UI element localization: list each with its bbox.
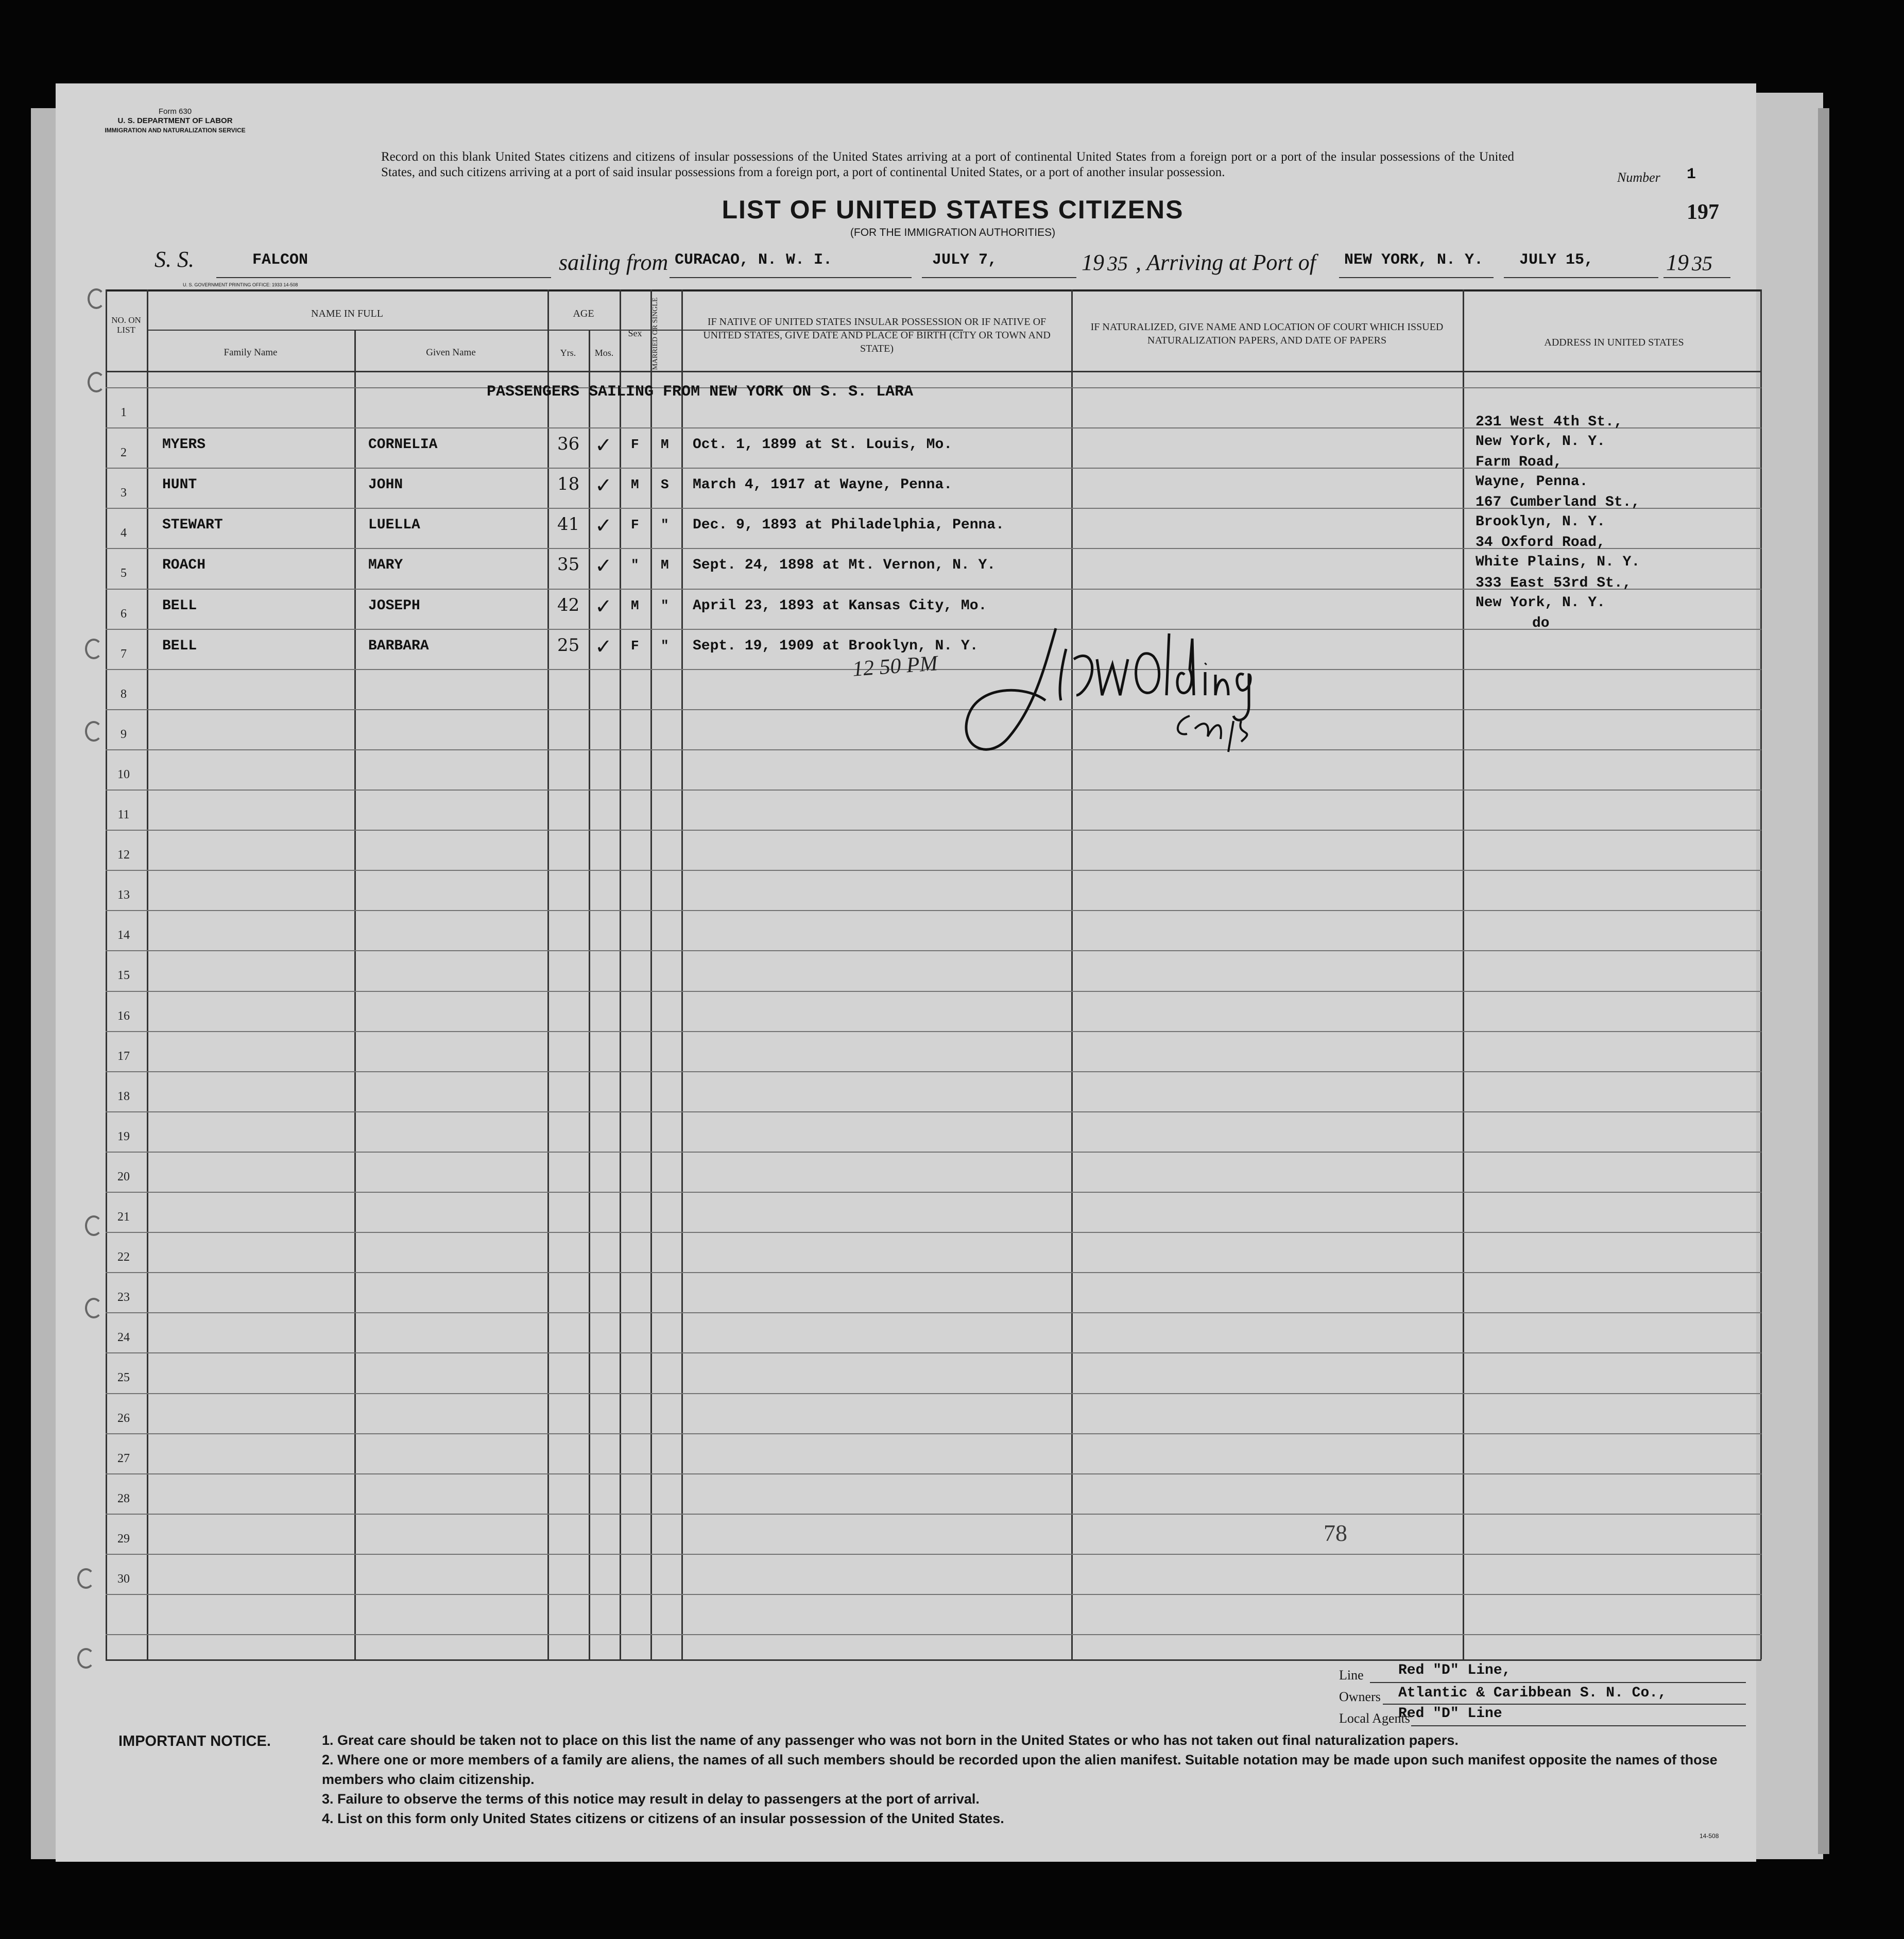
notice-list [273, 1730, 1756, 1828]
sex-cell: F [631, 638, 639, 654]
given-name-cell: JOSEPH [368, 598, 420, 614]
row-number: 14 [117, 929, 130, 942]
number-label: Number [1617, 170, 1660, 185]
ruled-line [106, 387, 1761, 388]
notice-heading: IMPORTANT NOTICE. [118, 1733, 271, 1749]
under-sheet-left [31, 108, 57, 1859]
row-number: 29 [117, 1532, 130, 1546]
row-number: 20 [117, 1170, 130, 1183]
given-name-cell: MARY [368, 557, 403, 573]
ruled-line [106, 1071, 1761, 1072]
family-name-cell: MYERS [162, 437, 206, 453]
row-number: 23 [117, 1291, 130, 1304]
departure-port: CURACAO, N. W. I. [675, 251, 833, 269]
age-years-cell: 42 [557, 595, 580, 615]
address-line: White Plains, N. Y. [1476, 554, 1640, 570]
row-number: 24 [117, 1331, 130, 1344]
row-number: 5 [121, 567, 127, 580]
ship-name: FALCON [252, 251, 308, 269]
row-number: 26 [117, 1412, 130, 1425]
sex-cell: F [631, 437, 639, 452]
notice-item-2: 2. Where one or more members of a family are aliens, the names of all such members should be recorded upon the alien manifest. Suitable notation may be made upon such manifest opposite the names of those members who claim citizenship. [322, 1752, 1718, 1787]
signature [948, 618, 1308, 762]
marital-status-cell: M [661, 437, 669, 452]
col-sex: Sex [628, 328, 642, 338]
age-years-cell: 36 [557, 434, 580, 454]
birth-cell: Sept. 19, 1909 at Brooklyn, N. Y. [693, 638, 979, 654]
row-number: 25 [117, 1371, 130, 1384]
birth-cell: March 4, 1917 at Wayne, Penna. [693, 477, 953, 493]
page-subtitle: (FOR THE IMMIGRATION AUTHORITIES) [850, 227, 1056, 238]
row-number: 17 [117, 1050, 130, 1063]
row-number: 1 [121, 406, 127, 419]
notice-item-4: 4. List on this form only United States citizens or citizens of an insular possession of the United States. [322, 1811, 1004, 1826]
row-number: 18 [117, 1090, 130, 1103]
given-name-cell: BARBARA [368, 638, 429, 654]
row-number: 12 [117, 848, 130, 862]
family-name-cell: STEWART [162, 517, 223, 533]
stamp-number: 78 [1324, 1520, 1347, 1546]
marital-status-cell: S [661, 477, 669, 492]
col-married-or-single: MARRIED OR SINGLE [651, 297, 659, 370]
arrival-port: NEW YORK, N. Y. [1344, 251, 1484, 269]
address-line: 333 East 53rd St., [1476, 575, 1632, 591]
form-identifier [98, 107, 252, 135]
age-years-cell: 35 [557, 554, 580, 575]
family-name-cell: HUNT [162, 477, 197, 493]
ruled-line [106, 709, 1761, 710]
row-number: 30 [117, 1572, 130, 1586]
arrival-year-suffix: 35 [1692, 252, 1712, 275]
row-number: 11 [117, 808, 130, 821]
col-name-in-full: NAME IN FULL [311, 308, 383, 319]
col-mos: Mos. [594, 348, 614, 358]
form-code: 14-508 [1700, 1832, 1719, 1840]
ruled-line [106, 1514, 1761, 1515]
age-months-cell: ✓ [595, 434, 612, 457]
row-number: 16 [117, 1009, 130, 1023]
family-name-cell: ROACH [162, 557, 206, 573]
binder-hole [85, 721, 102, 742]
age-years-cell: 25 [557, 635, 580, 656]
address-line: Wayne, Penna. [1476, 474, 1588, 490]
age-months-cell: ✓ [595, 595, 612, 619]
arriving-label: , Arriving at Port of [1136, 250, 1316, 275]
sex-cell: F [631, 517, 639, 533]
ruled-line [106, 1152, 1761, 1153]
departure-year-prefix: 19 [1082, 250, 1104, 275]
ss-label: S. S. [155, 247, 194, 272]
ruled-line [106, 950, 1761, 951]
agents-label: Local Agents [1339, 1711, 1410, 1726]
table-bottom-border [106, 1659, 1761, 1661]
table-top-border [106, 289, 1761, 291]
row-number: 3 [121, 486, 127, 500]
col-no-on-list: NO. ON LIST [111, 315, 141, 335]
sex-cell: M [631, 477, 639, 492]
line-label: Line [1339, 1668, 1364, 1683]
age-months-cell: ✓ [595, 474, 612, 497]
row-number: 28 [117, 1492, 130, 1505]
ruled-line [106, 749, 1761, 750]
row-number: 6 [121, 607, 127, 621]
agents-value: Red "D" Line [1398, 1706, 1502, 1722]
binder-hole [88, 372, 105, 392]
row-number: 13 [117, 888, 130, 902]
sex-cell: " [631, 557, 639, 573]
ruled-line [106, 910, 1761, 911]
ruled-line [106, 830, 1761, 831]
row-number: 9 [121, 728, 127, 741]
section-heading: PASSENGERS SAILING FROM NEW YORK ON S. S. LARA [487, 383, 914, 401]
notice-item-3: 3. Failure to observe the terms of this notice may result in delay to passengers at the port of arrival. [322, 1791, 980, 1807]
form-number: Form 630 [158, 107, 192, 116]
address-line: 231 West 4th St., [1476, 414, 1623, 430]
under-sheet-right [1751, 93, 1823, 1859]
age-months-cell: ✓ [595, 514, 612, 538]
row-number: 27 [117, 1452, 130, 1465]
marital-status-cell: " [661, 517, 669, 533]
departure-year-suffix: 35 [1107, 252, 1128, 275]
number-value: 1 [1687, 166, 1696, 183]
marital-status-cell: " [661, 638, 669, 654]
ruled-line [106, 1594, 1761, 1595]
address-line: 34 Oxford Road, [1476, 535, 1606, 551]
address-line: Farm Road, [1476, 454, 1563, 470]
birth-cell: Oct. 1, 1899 at St. Louis, Mo. [693, 437, 953, 453]
ruled-line [106, 1634, 1761, 1635]
row-number: 19 [117, 1130, 130, 1143]
service-name: IMMIGRATION AND NATURALIZATION SERVICE [105, 127, 246, 134]
ruled-line [106, 1433, 1761, 1434]
col-given-name: Given Name [426, 347, 476, 358]
row-number: 8 [121, 688, 127, 701]
address-line: New York, N. Y. [1476, 595, 1606, 611]
ruled-line [106, 1031, 1761, 1032]
binder-hole [85, 639, 102, 659]
age-years-cell: 18 [557, 474, 580, 494]
page-title: LIST OF UNITED STATES CITIZENS [722, 195, 1184, 224]
row-number: 2 [121, 446, 127, 459]
ruled-line [106, 1554, 1761, 1555]
ruled-line [106, 870, 1761, 871]
under-sheet-edge [1818, 108, 1829, 1854]
col-birth: IF NATIVE OF UNITED STATES INSULAR POSSESSION OR IF NATIVE OF UNITED STATES, GIVE DATE AND PLACE OF BIRTH (CITY OR TOWN AND STATE) [703, 316, 1051, 354]
ruled-line [106, 1473, 1761, 1474]
ruled-line [106, 1352, 1761, 1353]
given-name-cell: CORNELIA [368, 437, 438, 453]
ruled-line [106, 629, 1761, 630]
ruled-line [106, 1192, 1761, 1193]
row-number: 10 [117, 768, 130, 781]
sex-cell: M [631, 598, 639, 613]
ruled-line [106, 790, 1761, 791]
col-address: ADDRESS IN UNITED STATES [1544, 337, 1684, 348]
ruled-line [106, 1272, 1761, 1273]
col-family-name: Family Name [224, 347, 278, 358]
binder-hole [77, 1568, 95, 1589]
col-naturalized: IF NATURALIZED, GIVE NAME AND LOCATION OF COURT WHICH ISSUED NATURALIZATION PAPERS, AND DATE OF PAPERS [1090, 321, 1444, 346]
address-line: do [1532, 615, 1550, 631]
ruled-line [106, 1312, 1761, 1313]
given-name-cell: LUELLA [368, 517, 420, 533]
ruled-line [106, 1111, 1761, 1112]
address-line: Brooklyn, N. Y. [1476, 514, 1606, 530]
age-months-cell: ✓ [595, 554, 612, 578]
row-number: 21 [117, 1210, 130, 1224]
line-value: Red "D" Line, [1398, 1662, 1511, 1678]
owners-label: Owners [1339, 1689, 1381, 1704]
printer-line: U. S. GOVERNMENT PRINTING OFFICE: 1933 14-508 [183, 282, 298, 287]
page-number: 197 [1687, 200, 1719, 224]
arrival-date: JULY 15, [1519, 251, 1594, 269]
instructions-text: Record on this blank United States citizens and citizens of insular possessions of the United States arriving at a port of continental United States from a foreign port or a port of the insular possessions of the United States, and such citizens arriving at a port of said insular possessions from a foreign port, a port of continental United States, or a port of another insular possession. [381, 150, 1514, 179]
col-age: AGE [573, 308, 594, 319]
ruled-line [106, 1232, 1761, 1233]
age-years-cell: 41 [557, 514, 580, 535]
address-line: New York, N. Y. [1476, 434, 1606, 450]
row-number: 15 [117, 969, 130, 982]
row-number: 7 [121, 647, 127, 661]
binder-hole [85, 1298, 102, 1318]
age-months-cell: ✓ [595, 635, 612, 659]
departure-date: JULY 7, [932, 251, 998, 269]
sailing-label: sailing from [559, 250, 668, 275]
birth-cell: Dec. 9, 1893 at Philadelphia, Penna. [693, 517, 1004, 533]
binder-hole [85, 1215, 102, 1236]
given-name-cell: JOHN [368, 477, 403, 493]
address-line: 167 Cumberland St., [1476, 494, 1640, 510]
marital-status-cell: M [661, 557, 669, 573]
marital-status-cell: " [661, 598, 669, 613]
handwritten-time: 12 50 PM [851, 651, 939, 681]
department-name: U. S. DEPARTMENT OF LABOR [117, 116, 233, 125]
row-number: 22 [117, 1250, 130, 1264]
binder-hole [77, 1648, 95, 1669]
binder-hole [88, 288, 105, 309]
birth-cell: Sept. 24, 1898 at Mt. Vernon, N. Y. [693, 557, 996, 573]
col-yrs: Yrs. [560, 348, 576, 358]
owners-value: Atlantic & Caribbean S. N. Co., [1398, 1685, 1667, 1701]
ruled-line [106, 991, 1761, 992]
birth-cell: April 23, 1893 at Kansas City, Mo. [693, 598, 987, 614]
arrival-year-prefix: 19 [1666, 250, 1689, 275]
notice-item-1: 1. Great care should be taken not to place on this list the name of any passenger who was not born in the United States or who has not taken out final naturalization papers. [322, 1732, 1459, 1748]
ruled-line [106, 1393, 1761, 1394]
family-name-cell: BELL [162, 598, 197, 614]
family-name-cell: BELL [162, 638, 197, 654]
row-number: 4 [121, 526, 127, 540]
